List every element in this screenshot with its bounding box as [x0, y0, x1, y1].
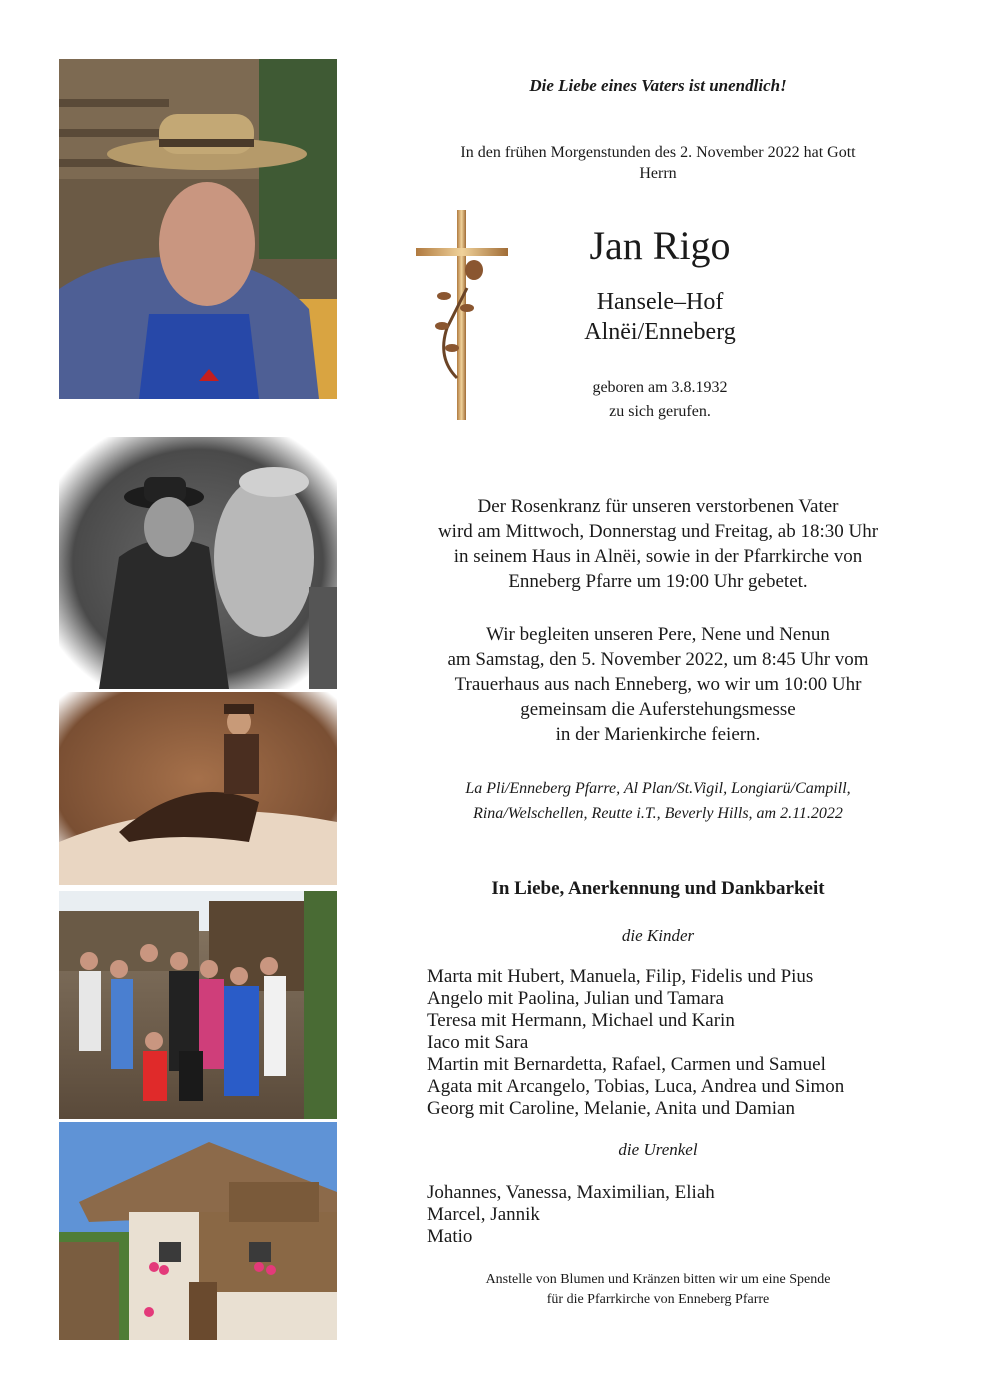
tuba-player-photo: [59, 437, 337, 689]
donation-note: [392, 1270, 924, 1310]
rosary-line: Der Rosenkranz für unseren verstorbenen Vater: [477, 496, 839, 517]
note-line: für die Pfarrkirche von Enneberg Pfarre: [546, 1292, 770, 1307]
rosary-paragraph: [392, 494, 924, 594]
places-line: Rina/Welschellen, Reutte i.T., Beverly Hills, am 2.11.2022: [473, 805, 843, 822]
sitting-man-photo: [59, 692, 337, 885]
children-list: [427, 966, 927, 1120]
birth-date: geboren am 3.8.1932: [592, 379, 728, 396]
note-line: Anstelle von Blumen und Kränzen bitten wir um eine Spende: [485, 1272, 831, 1287]
funeral-line: gemeinsam die Auferstehungsmesse: [520, 699, 796, 720]
rosary-line: Enneberg Pfarre um 19:00 Uhr gebetet.: [508, 571, 808, 592]
intro-line: Herrn: [639, 165, 677, 182]
list-item: Agata mit Arcangelo, Tobias, Luca, Andrea und Simon: [427, 1076, 845, 1097]
list-item: Marta mit Hubert, Manuela, Filip, Fidelis und Pius: [427, 966, 814, 987]
motto: Die Liebe eines Vaters ist unendlich!: [529, 76, 787, 95]
list-item: Angelo mit Paolina, Julian und Tamara: [427, 988, 724, 1009]
portrait-photo: [59, 59, 337, 399]
intro-text: [392, 142, 924, 184]
deceased-name: Jan Rigo: [589, 223, 731, 268]
list-item: Martin mit Bernardetta, Rafael, Carmen und Samuel: [427, 1054, 826, 1075]
funeral-line: am Samstag, den 5. November 2022, um 8:45 Uhr vom: [447, 649, 869, 670]
cross-with-rose-icon: [412, 208, 512, 422]
funeral-line: in der Marienkirche feiern.: [555, 724, 761, 745]
intro-line: In den frühen Morgenstunden des 2. November 2022 hat Gott: [460, 144, 856, 161]
list-item: Teresa mit Hermann, Michael und Karin: [427, 1010, 735, 1031]
children-heading: die Kinder: [621, 926, 695, 945]
farm-name: Hansele–Hof: [596, 289, 724, 315]
rosary-line: in seinem Haus in Alnëi, sowie in der Pfarrkirche von: [453, 546, 863, 567]
funeral-paragraph: [392, 622, 924, 747]
called-text: zu sich gerufen.: [609, 403, 711, 420]
farmhouse-photo: [59, 1122, 337, 1340]
places-date: [392, 776, 924, 826]
funeral-line: Wir begleiten unseren Pere, Nene und Nenun: [486, 624, 830, 645]
rosary-line: wird am Mittwoch, Donnerstag und Freitag, ab 18:30 Uhr: [437, 521, 879, 542]
list-item: Matio: [427, 1226, 473, 1247]
list-item: Marcel, Jannik: [427, 1204, 540, 1225]
birth-info: [520, 376, 800, 424]
family-group-photo: [59, 891, 337, 1119]
home-place: Alnëi/Enneberg: [584, 319, 736, 345]
list-item: Johannes, Vanessa, Maximilian, Eliah: [427, 1182, 715, 1203]
thanks-heading: In Liebe, Anerkennung und Dankbarkeit: [491, 878, 825, 899]
grandchildren-list: [427, 1182, 927, 1248]
list-item: Iaco mit Sara: [427, 1032, 529, 1053]
list-item: Georg mit Caroline, Melanie, Anita und Damian: [427, 1098, 795, 1119]
grandchildren-heading: die Urenkel: [618, 1140, 698, 1159]
funeral-line: Trauerhaus aus nach Enneberg, wo wir um 10:00 Uhr: [454, 674, 862, 695]
places-line: La Pli/Enneberg Pfarre, Al Plan/St.Vigil, Longiarü/Campill,: [465, 780, 851, 797]
